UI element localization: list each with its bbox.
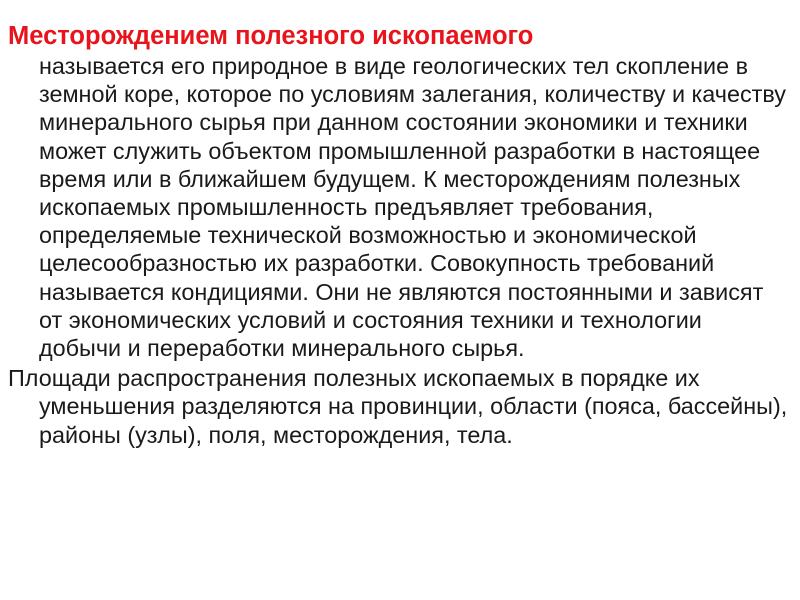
heading-line [8, 20, 788, 52]
areas-text: Площади распространения полезных ископаемых в порядке их уменьшения разделяются на провинции, области (пояса, бассейны), районы (узлы), поля, месторождения, тела. [8, 365, 788, 448]
areas-paragraph [8, 364, 788, 449]
definition-text: называется его природное в виде геологических тел скопление в земной коре, которое по условиям залегания, количеству и качеству минерального сырья при данном состоянии экономики и техники может служить объектом промышленной разработки в настоящее время или в ближайшем будущем. К месторождениям полезных ископаемых промышленность предъявляет требования, определяемые технической возможностью и экономической целесообразностью их разработки. Совокупность требований называется кондициями. Они не являются постоянными и зависят от экономических условий и состояния техники и технологии добычи и переработки минерального сырья. [39, 53, 786, 362]
definition-paragraph [8, 20, 788, 362]
slide-heading: Месторождением полезного ископаемого [8, 22, 534, 50]
